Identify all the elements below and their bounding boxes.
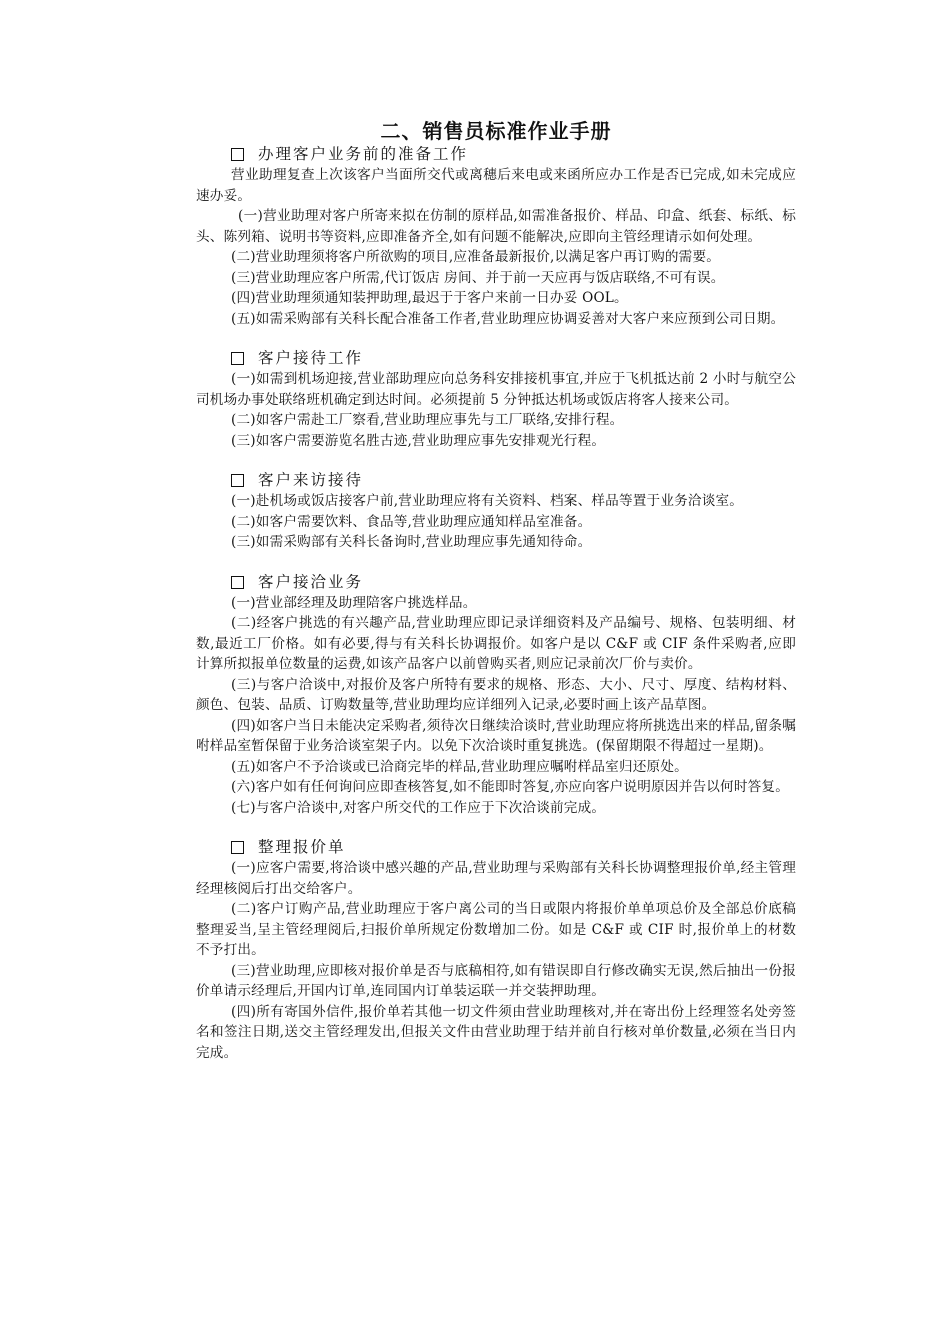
- section-heading: [231, 144, 796, 165]
- paragraph: (二)营业助理须将客户所欲购的项目,应准备最新报价,以满足客户再订购的需要。: [231, 249, 721, 265]
- document-body: [196, 144, 796, 1063]
- section-heading-text: 办理客户业务前的准备工作: [258, 145, 469, 163]
- section-heading-text: 整理报价单: [258, 838, 346, 856]
- paragraph: (一)如需到机场迎接,营业部助理应向总务科安排接机事宜,并应于飞机抵达前 2 小时与航空公司机场办事处联络班机确定到达时间。必须提前 5 分钟抵达机场或饭店将客人接来公司。: [196, 371, 796, 408]
- section: [196, 470, 796, 553]
- section-heading: [231, 837, 796, 858]
- paragraph: (二)如客户需赴工厂察看,营业助理应事先与工厂联络,安排行程。: [231, 412, 624, 428]
- section-heading-text: 客户接待工作: [258, 349, 364, 367]
- section-heading-text: 客户接洽业务: [258, 572, 364, 591]
- paragraph: (一)营业部经理及助理陪客户挑选样品。: [231, 594, 477, 611]
- section-heading: [231, 470, 796, 491]
- paragraph: (五)如客户不予洽谈或已洽商完毕的样品,营业助理应嘱咐样品室归还原处。: [231, 758, 688, 775]
- section-heading: [231, 572, 796, 593]
- section: [196, 572, 796, 819]
- paragraph: (一)营业助理对客户所寄来拟在仿制的原样品,如需准备报价、样品、印盒、纸套、标纸、标头、陈列箱、说明书等资料,应即准备齐全,如有问题不能解决,应即向主管经理请示如何处理。: [196, 208, 796, 245]
- paragraph: (三)如客户需要游览名胜古迹,营业助理应事先安排观光行程。: [231, 432, 606, 449]
- paragraph: (四)所有寄国外信件,报价单若其他一切文件须由营业助理核对,并在寄出份上经理签名处旁签名和签注日期,送交主管经理发出,但报关文件由营业助理于结并前自行核对单价数量,必须在当日内完成。: [196, 1003, 796, 1061]
- paragraph: (二)客户订购产品,营业助理应于客户离公司的当日或限内将报价单单项总价及全部总价底稿整理妥当,呈主管经理阅后,扫报价单所规定份数增加二份。如是 C&F 或 CIF 时,报价单上的材数不予打出。: [196, 901, 796, 958]
- document-title: 二、销售员标准作业手册: [380, 119, 612, 143]
- paragraph: (一)赴机场或饭店接客户前,营业助理应将有关资料、档案、样品等置于业务洽谈室。: [231, 493, 744, 509]
- checkbox-icon: [231, 841, 244, 854]
- paragraph: (六)客户如有任何询问应即查核答复,如不能即时答复,亦应向客户说明原因并告以何时答复。: [231, 779, 790, 795]
- section: [196, 837, 796, 1063]
- paragraph: (四)营业助理须通知装押助理,最迟于于客户来前一日办妥 OOL。: [231, 290, 628, 306]
- checkbox-icon: [231, 352, 244, 365]
- checkbox-icon: [231, 576, 244, 589]
- paragraph: (五)如需采购部有关科长配合准备工作者,营业助理应协调妥善对大客户来应预到公司日期。: [231, 310, 785, 327]
- paragraph: (三)营业助理应客户所需,代订饭店 房间、并于前一天应再与饭店联络,不可有误。: [231, 269, 725, 286]
- checkbox-icon: [231, 474, 244, 487]
- paragraph: (七)与客户洽谈中,对客户所交代的工作应于下次洽谈前完成。: [231, 799, 606, 816]
- paragraph: (三)如需采购部有关科长备询时,营业助理应事先通知待命。: [231, 534, 592, 550]
- document-page: [196, 118, 796, 1063]
- paragraph: (四)如客户当日未能决定采购者,须待次日继续洽谈时,营业助理应将所挑选出来的样品,留条嘱咐样品室暂保留于业务洽谈室架子内。以免下次洽谈时重复挑选。(保留期限不得超过一星期)。: [196, 717, 796, 754]
- paragraph: (一)应客户需要,将洽谈中感兴趣的产品,营业助理与采购部有关科长协调整理报价单,经主管理经理核阅后打出交给客户。: [196, 860, 796, 897]
- section-heading-text: 客户来访接待: [258, 471, 364, 489]
- section-heading: [231, 348, 796, 369]
- section: [196, 144, 796, 329]
- checkbox-icon: [231, 148, 244, 161]
- paragraph: 营业助理复查上次该客户当面所交代或离穗后来电或来函所应办工作是否已完成,如未完成应速办妥。: [196, 167, 796, 204]
- paragraph: (二)如客户需要饮料、食品等,营业助理应通知样品室准备。: [231, 513, 592, 530]
- paragraph: (三)营业助理,应即核对报价单是否与底稿相符,如有错误即自行修改确实无误,然后抽出一份报价单请示经理后,开国内订单,连同国内订单装运联一并交装押助理。: [196, 962, 796, 999]
- paragraph: (二)经客户挑选的有兴趣产品,营业助理应即记录详细资料及产品编号、规格、包装明细、材数,最近工厂价格。如有必要,得与有关科长协调报价。如客户是以 C&F 或 CIF 条件采购者,应即计算所拟报单位数量的运费,如该产品客户以前曾购买者,则应记录前次厂价与卖价。: [196, 615, 796, 672]
- section: [196, 348, 796, 451]
- paragraph: (三)与客户洽谈中,对报价及客户所特有要求的规格、形态、大小、尺寸、厚度、结构材料、颜色、包装、品质、订购数量等,营业助理均应详细列入记录,必要时画上该产品草图。: [196, 676, 796, 713]
